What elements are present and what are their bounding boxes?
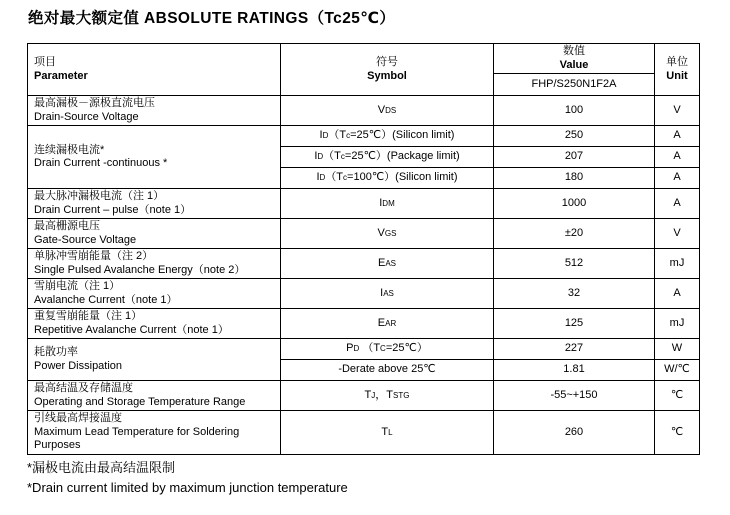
param-zh: 最高结温及存储温度 (34, 382, 133, 394)
symbol-cell: ID（Tc=100℃）(Silicon limit) (281, 168, 494, 189)
value-cell: 512 (494, 249, 655, 279)
value-cell: 125 (494, 309, 655, 339)
symbol-cell: EAS (281, 249, 494, 279)
unit-cell: A (655, 168, 700, 189)
table-row-vgs (28, 219, 700, 249)
col-unit-header (655, 44, 700, 96)
unit-cell: mJ (655, 309, 700, 339)
unit-cell: A (655, 279, 700, 309)
unit-cell: A (655, 147, 700, 168)
value-cell: ±20 (494, 219, 655, 249)
table-row-ear (28, 309, 700, 339)
unit-cell: ℃ (655, 411, 700, 455)
symbol-cell: TJ，TSTG (281, 381, 494, 411)
param-zh: 最大脉冲漏极电流（注 1） (34, 190, 165, 202)
param-zh: 重复雪崩能量（注 1） (34, 310, 143, 322)
unit-cell: ℃ (655, 381, 700, 411)
symbol-cell: TL (281, 411, 494, 455)
unit-cell: A (655, 126, 700, 147)
symbol-cell: VGS (281, 219, 494, 249)
col-value-header-en: Value (559, 58, 589, 71)
symbol-cell: ID（Tc=25℃）(Silicon limit) (281, 126, 494, 147)
param-zh: 连续漏极电流* (34, 143, 105, 156)
value-cell: 207 (494, 147, 655, 168)
footnote-en: *Drain current limited by maximum junction temperature (27, 480, 348, 495)
param-en: Gate-Source Voltage (34, 233, 137, 246)
symbol-cell: -Derate above 25℃ (281, 360, 494, 381)
table-row-ias (28, 279, 700, 309)
col-unit-header-en: Unit (666, 69, 688, 82)
value-cell: 32 (494, 279, 655, 309)
col-value-header (494, 44, 655, 74)
page-title: 绝对最大额定值 ABSOLUTE RATINGS（Tc25℃） (28, 10, 396, 27)
col-unit-header-zh: 单位 (666, 56, 688, 68)
param-zh: 引线最高焊接温度 (34, 412, 122, 425)
col-parameter-header (28, 44, 281, 96)
param-en: Repetitive Avalanche Current（note 1） (34, 323, 229, 336)
footnote-zh: *漏极电流由最高结温限制 (27, 460, 176, 475)
table-row-id-silicon-25 (28, 126, 700, 147)
table-row-tj-tstg (28, 381, 700, 411)
value-cell: 1000 (494, 189, 655, 219)
param-cell (28, 309, 281, 339)
col-parameter-header-zh: 项目 (34, 56, 56, 68)
param-en: Drain-Source Voltage (34, 110, 139, 123)
unit-cell: V (655, 219, 700, 249)
table-row-tl (28, 411, 700, 455)
unit-cell: mJ (655, 249, 700, 279)
absolute-ratings-table (27, 43, 700, 455)
symbol-cell: ID（Tc=25℃）(Package limit) (281, 147, 494, 168)
param-en: Drain Current -continuous * (34, 157, 168, 169)
symbol-cell: EAR (281, 309, 494, 339)
value-cell: 250 (494, 126, 655, 147)
value-cell: 227 (494, 339, 655, 360)
param-cell (28, 219, 281, 249)
symbol-cell: IAS (281, 279, 494, 309)
param-cell (28, 249, 281, 279)
param-zh: 单脉冲雪崩能量（注 2） (34, 250, 154, 262)
param-en: Power Dissipation (34, 359, 123, 372)
col-symbol-header-zh: 符号 (376, 56, 398, 68)
param-cell (28, 339, 281, 381)
col-symbol-header (281, 44, 494, 96)
value-cell: 260 (494, 411, 655, 455)
param-zh: 最高漏极－源极直流电压 (34, 97, 155, 109)
value-cell: 180 (494, 168, 655, 189)
symbol-cell: PD （TC=25℃） (281, 339, 494, 360)
unit-cell: W/℃ (655, 360, 700, 381)
param-cell (28, 279, 281, 309)
table-row-eas (28, 249, 700, 279)
symbol-cell: VDS (281, 96, 494, 126)
param-en: Maximum Lead Temperature for Soldering Purposes (34, 425, 240, 452)
param-en: Avalanche Current（note 1） (34, 293, 178, 306)
unit-cell: A (655, 189, 700, 219)
param-cell (28, 126, 281, 189)
unit-cell: W (655, 339, 700, 360)
param-cell (28, 189, 281, 219)
param-en: Single Pulsed Avalanche Energy（note 2） (34, 263, 246, 276)
table-header-row (28, 44, 700, 74)
param-zh: 耗散功率 (34, 346, 78, 358)
table-row-vds (28, 96, 700, 126)
param-en: Drain Current – pulse（note 1） (34, 203, 192, 216)
param-cell (28, 381, 281, 411)
param-cell (28, 411, 281, 455)
param-en: Operating and Storage Temperature Range (34, 395, 246, 408)
value-cell: 100 (494, 96, 655, 126)
param-zh: 最高栅源电压 (34, 220, 100, 232)
param-cell (28, 96, 281, 126)
unit-cell: V (655, 96, 700, 126)
value-cell: 1.81 (494, 360, 655, 381)
value-cell: -55~+150 (494, 381, 655, 411)
col-symbol-header-en: Symbol (367, 69, 407, 82)
param-zh: 雪崩电流（注 1） (34, 280, 121, 292)
table-row-idm (28, 189, 700, 219)
col-value-header-zh: 数值 (563, 45, 585, 57)
part-number: FHP/S250N1F2A (494, 74, 655, 96)
table-row-pd (28, 339, 700, 360)
symbol-cell: IDM (281, 189, 494, 219)
col-parameter-header-en: Parameter (34, 69, 88, 82)
